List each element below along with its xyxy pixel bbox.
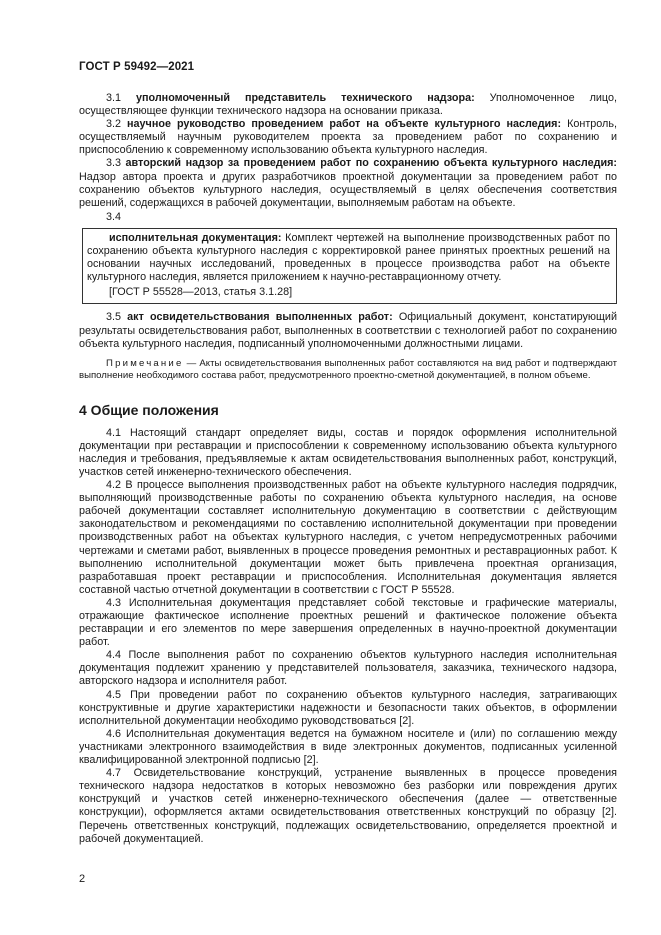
term-3-5: 3.5 акт освидетельствования выполненных работ: Официальный документ, констатирующий результаты освидетельствования работ, выполненных в соответствии с технологией работ по сохранению объекта культурного наследия, подписанный уполномоченными должностными лицами. (79, 311, 617, 350)
term-name: научное руководство проведением работ на объекте культурного наследия: (127, 118, 562, 131)
term-3-4: исполнительная документация: Комплект чертежей на выполнение производственных работ по сохранению объекта культурного наследия с корректировкой ранее принятых проектных решений на основании научных исследований, проведенных в процессе производства работ на объекте культурного наследия, является приложением к научно-реставрационному отчету. (87, 231, 610, 284)
paragraph-4-4: 4.4 После выполнения работ по сохранению объектов культурного наследия исполнительная документация подлежит хранению у представителей пользователя, заказчика, технического надзора, авторского надзора и исполнителя работ. (79, 649, 617, 688)
term-3-2: 3.2 научное руководство проведением работ на объекте культурного наследия: Контроль, осуществляемый научным руководителем проекта за проведением работ по сохранению и приспособлению к современному использованию объекта культурного наследия. (79, 118, 617, 157)
paragraph-4-5: 4.5 При проведении работ по сохранению объектов культурного наследия, затрагивающих конструктивные и другие характеристики надежности и безопасности таких объектов, в оформлении исполнительной документации необходимо руководствоваться [2]. (79, 688, 617, 727)
term-3-4-reference: [ГОСТ Р 55528—2013, статья 3.1.28] (109, 286, 293, 299)
term-3-3: 3.3 авторский надзор за проведением работ по сохранению объекта культурного наследия: Надзор автора проекта и других разработчиков проектной документации за проведением работ по сохранению объектов культурного наследия, осуществляемый в целях обеспечения соответствия решений, содержащихся в рабочей документации, выполняемым работам на объекте. (79, 157, 617, 209)
page-content (79, 92, 617, 846)
term-name: акт освидетельствования выполненных работ: (127, 311, 393, 324)
paragraph-4-6: 4.6 Исполнительная документация ведется на бумажном носителе и (или) по соглашению между участниками электронного взаимодействия в виде электронных документов, подписанных усиленной квалифицированной электронной подписью [2]. (79, 727, 617, 767)
term-name: уполномоченный представитель технического надзора: (135, 92, 475, 104)
term-name: авторский надзор за проведением работ по сохранению объекта культурного наследия: (125, 157, 617, 170)
term-3-4-number: 3.4 (106, 210, 122, 223)
paragraph-4-7: 4.7 Освидетельствование конструкций, устранение выявленных в процессе проведения технического надзора недостатков в которых невозможно без разборки или повреждения других конструкций и участков сетей инженерно-технического обеспечения (далее — ответственные конструкции), оформляется актами освидетельствования ответственных конструкций по образцу [2]. Перечень ответственных конструкций, подлежащих освидетельствованию, определяется проектной и рабочей документацией. (79, 767, 617, 845)
page-number: 2 (79, 873, 86, 885)
term-3-4-box (82, 228, 617, 304)
paragraph-4-1: 4.1 Настоящий стандарт определяет виды, состав и порядок оформления исполнительной документации при реставрации и приспособлении к современному использованию объекта культурного наследия и требования, предъявляемые к актам освидетельствования выполненных работ, конструкций, участков сетей инженерно-технического обеспечения. (79, 426, 617, 478)
paragraph-4-3: 4.3 Исполнительная документация представляет собой текстовые и графические материалы, отражающие фактическое исполнение проектных решений и фактическое положение объекта реставрации и его элементов по мере завершения определенных в научно-проектной документации работ. (79, 596, 617, 649)
term-name: исполнительная документация: (109, 231, 282, 244)
section-title: 4 Общие положения (79, 401, 219, 418)
note: Примечание — Акты освидетельствования выполненных работ составляются на вид работ и подтверждают выполнение необходимого состава работ, предусмотренного проектно-сметной документацией, в полном объеме. (79, 357, 617, 381)
paragraph-4-2: 4.2 В процессе выполнения производственных работ на объекте культурного наследия подрядчик, выполняющий производственные работы по сохранению объекта культурного наследия, на основе рабочей документации составляет исполнительную документацию в соответствии с действующим законодательством и рекомендациями по составлению исполнительной документации при проведении производственных работ на объектах культурного наследия, с учетом непредусмотренных рабочими чертежами и сметами работ, выявленных в процессе проведения ремонтных и реставрационных работ. К выполнению исполнительной документации может быть привлечена проектная организация, разработавшая проект реставрации и приспособления. Исполнительная документация является составной частью отчетной документации в соответствии с ГОСТ Р 55528. (79, 479, 617, 596)
note-label: Примечание (106, 357, 184, 369)
term-3-1: 3.1 уполномоченный представитель технического надзора: Уполномоченное лицо, осуществляющее функции технического надзора на основании приказа. (79, 92, 617, 118)
document-header: ГОСТ Р 59492—2021 (79, 61, 195, 73)
